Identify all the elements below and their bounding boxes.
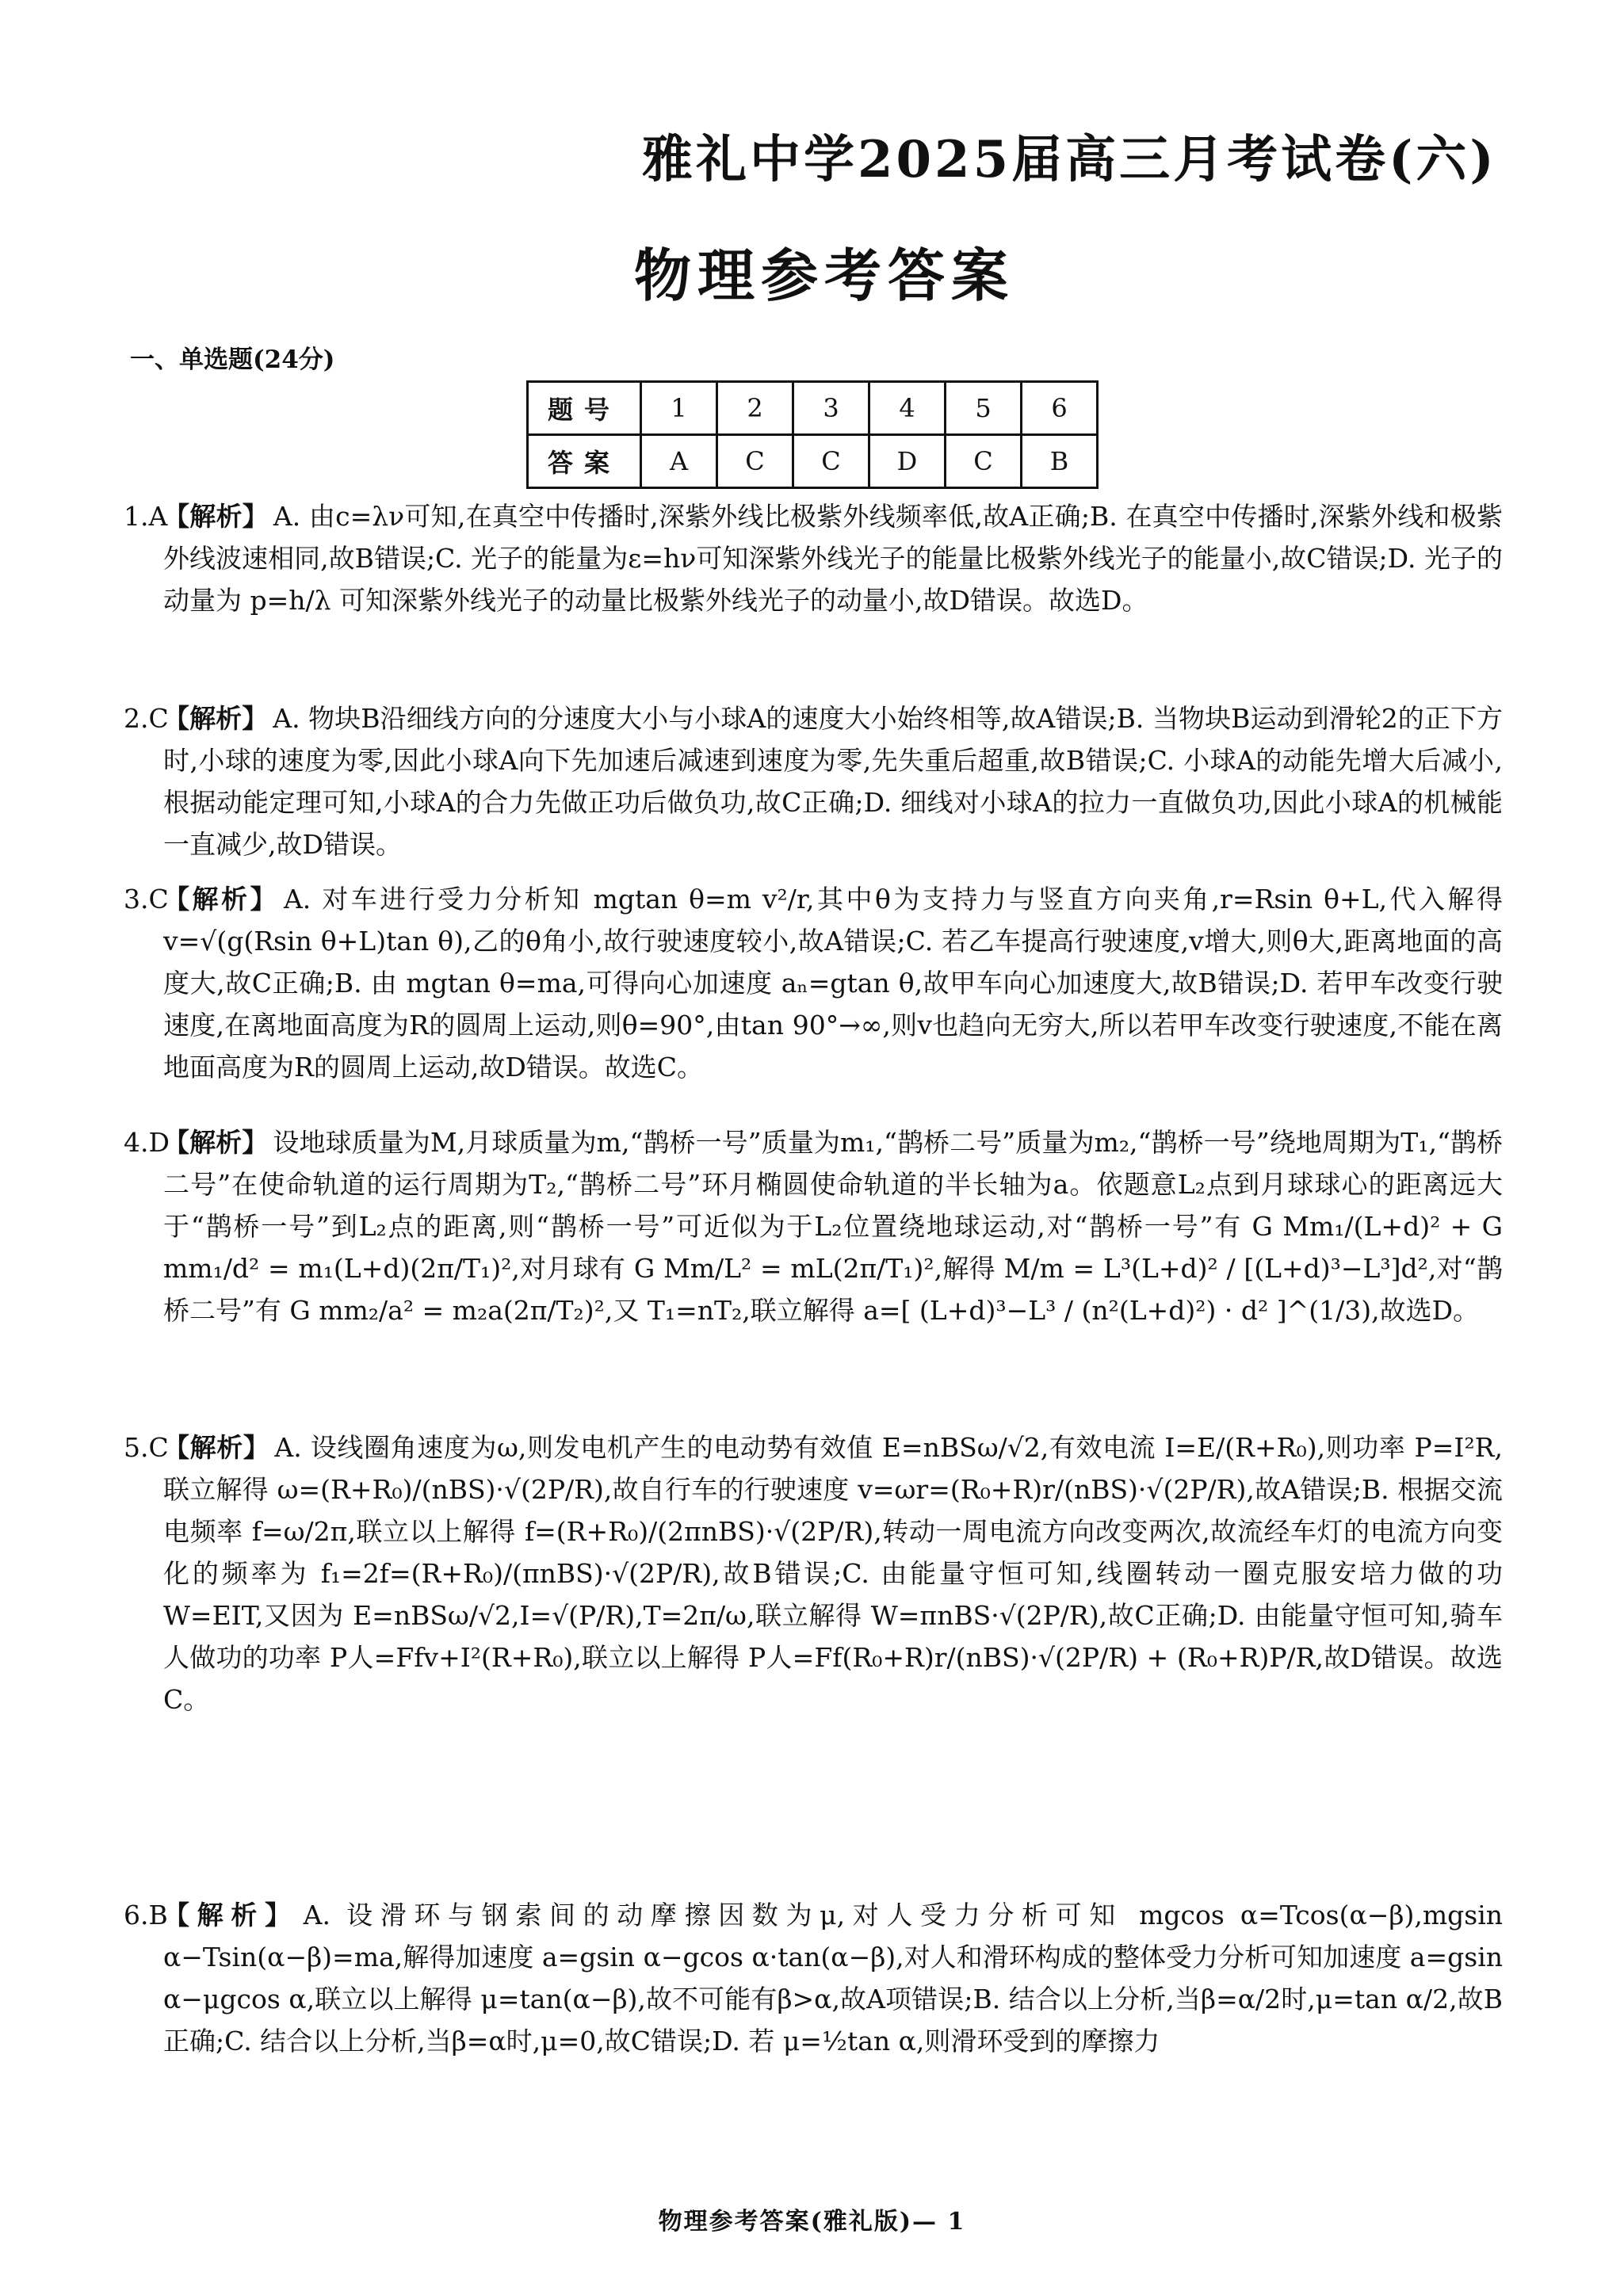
table-cell: 4	[869, 382, 946, 435]
table-cell: 1	[641, 382, 717, 435]
page-title: 物理参考答案	[634, 242, 1015, 309]
table-cell: C	[717, 435, 793, 488]
row-label-answer: 答案	[528, 435, 641, 488]
question-4-explanation	[124, 1121, 1504, 1331]
question-1-explanation	[124, 495, 1503, 621]
table-row	[528, 382, 1098, 435]
explanation-text: A. 对车进行受力分析知 mgtan θ=m v²/r,其中θ为支持力与竖直方向夹角,r=Rsin θ+L,代入解得 v=√(g(Rsin θ+L)tan θ),乙的θ角小,故行驶速度较小,故A错误;C. 若乙车提高行驶速度,v增大,则θ大,距离地面的高度大,故C正确;B. 由 mgtan θ=ma,可得向心加速度 aₙ=gtan θ,故甲车向心加速度大,故B错误;D. 若甲车改变行驶速度,在离地面高度为R的圆周上运动,则θ=90°,由tan 90°→∞,则v也趋向无穷大,所以若甲车改变行驶速度,不能在离地面高度为R的圆周上运动,故D错误。故选C。	[163, 884, 1504, 1083]
analysis-label: 【解析】	[163, 884, 279, 915]
question-2-explanation	[124, 697, 1503, 865]
section-heading: 一、单选题(24分)	[130, 346, 335, 374]
analysis-label: 【解析】	[163, 1127, 269, 1158]
question-number: 1.A	[124, 501, 168, 532]
row-label-number: 题号	[528, 382, 641, 435]
question-5-explanation	[124, 1426, 1504, 1720]
question-number: 3.C	[124, 884, 169, 915]
question-number: 2.C	[124, 703, 169, 734]
page-footer: 物理参考答案(雅礼版)— 1	[658, 2208, 966, 2236]
table-cell: 2	[717, 382, 793, 435]
explanation-text: A. 由c=λν可知,在真空中传播时,深紫外线比极紫外线频率低,故A正确;B. 在真空中传播时,深紫外线和极紫外线波速相同,故B错误;C. 光子的能量为ε=hν可知深紫外线光子的能量比极紫外线光子的能量小,故C错误;D. 光子的动量为 p=h/λ 可知深紫外线光子的动量比极紫外线光子的动量小,故D错误。故选D。	[163, 501, 1503, 616]
explanation-text: A. 设滑环与钢索间的动摩擦因数为μ,对人受力分析可知 mgcos α=Tcos(α−β),mgsin α−Tsin(α−β)=ma,解得加速度 a=gsin α−gcos α·tan(α−β),对人和滑环构成的整体受力分析可知加速度 a=gsin α−μgcos α,联立以上解得 μ=tan(α−β),故不可能有β>α,故A项错误;B. 结合以上分析,当β=α/2时,μ=tan α/2,故B正确;C. 结合以上分析,当β=α时,μ=0,故C错误;D. 若 μ=½tan α,则滑环受到的摩擦力	[163, 1900, 1504, 2056]
table-cell: C	[793, 435, 869, 488]
explanation-text: A. 设线圈角速度为ω,则发电机产生的电动势有效值 E=nBSω/√2,有效电流 I=E/(R+R₀),则功率 P=I²R,联立解得 ω=(R+R₀)/(nBS)·√(2P/R),故自行车的行驶速度 v=ωr=(R₀+R)r/(nBS)·√(2P/R),故A错误;B. 根据交流电频率 f=ω/2π,联立以上解得 f=(R+R₀)/(2πnBS)·√(2P/R),转动一周电流方向改变两次,故流经车灯的电流方向变化的频率为 f₁=2f=(R+R₀)/(πnBS)·√(2P/R),故B错误;C. 由能量守恒可知,线圈转动一圈克服安培力做的功 W=EIT,又因为 E=nBSω/√2,I=√(P/R),T=2π/ω,联立解得 W=πnBS·√(2P/R),故C正确;D. 由能量守恒可知,骑车人做功的功率 P人=Ffv+I²(R+R₀),联立以上解得 P人=Ff(R₀+R)r/(nBS)·√(2P/R) + (R₀+R)P/R,故D错误。故选C。	[163, 1432, 1504, 1715]
explanation-text: 设地球质量为M,月球质量为m,“鹊桥一号”质量为m₁,“鹊桥二号”质量为m₂,“鹊桥一号”绕地周期为T₁,“鹊桥二号”在使命轨道的运行周期为T₂,“鹊桥二号”环月椭圆使命轨道的半长轴为a。依题意L₂点到月球球心的距离远大于“鹊桥一号”到L₂点的距离,则“鹊桥一号”可近似为于L₂位置绕地球运动,对“鹊桥一号”有 G Mm₁/(L+d)² + G mm₁/d² = m₁(L+d)(2π/T₁)²,对月球有 G Mm/L² = mL(2π/T₁)²,解得 M/m = L³(L+d)² / [(L+d)³−L³]d²,对“鹊桥二号”有 G mm₂/a² = m₂a(2π/T₂)²,又 T₁=nT₂,联立解得 a=[ (L+d)³−L³ / (n²(L+d)²) · d² ]^(1/3),故选D。	[163, 1127, 1504, 1326]
table-cell: 3	[793, 382, 869, 435]
exam-title: 雅礼中学2025届高三月考试卷(六)	[642, 130, 1497, 189]
question-number: 6.B	[124, 1900, 168, 1930]
table-cell: C	[946, 435, 1022, 488]
table-cell: 6	[1022, 382, 1098, 435]
analysis-label: 【解析】	[163, 1432, 270, 1463]
question-3-explanation	[124, 878, 1504, 1088]
explanation-text: A. 物块B沿细线方向的分速度大小与小球A的速度大小始终相等,故A错误;B. 当物块B运动到滑轮2的正下方时,小球的速度为零,因此小球A向下先加速后减速到速度为零,先失重后超重,故B错误;C. 小球A的动能先增大后减小,根据动能定理可知,小球A的合力先做正功后做负功,故C正确;D. 细线对小球A的拉力一直做负功,因此小球A的机械能一直减少,故D错误。	[163, 703, 1503, 860]
question-number: 5.C	[124, 1432, 169, 1463]
analysis-label: 【解析】	[163, 703, 269, 734]
analysis-label: 【解析】	[163, 501, 269, 532]
table-cell: B	[1022, 435, 1098, 488]
table-cell: A	[641, 435, 717, 488]
table-cell: 5	[946, 382, 1022, 435]
table-cell: D	[869, 435, 946, 488]
question-6-explanation	[124, 1894, 1504, 2062]
answer-table	[526, 380, 1099, 489]
table-row	[528, 435, 1098, 488]
question-number: 4.D	[124, 1127, 170, 1158]
analysis-label: 【解析】	[163, 1900, 299, 1930]
